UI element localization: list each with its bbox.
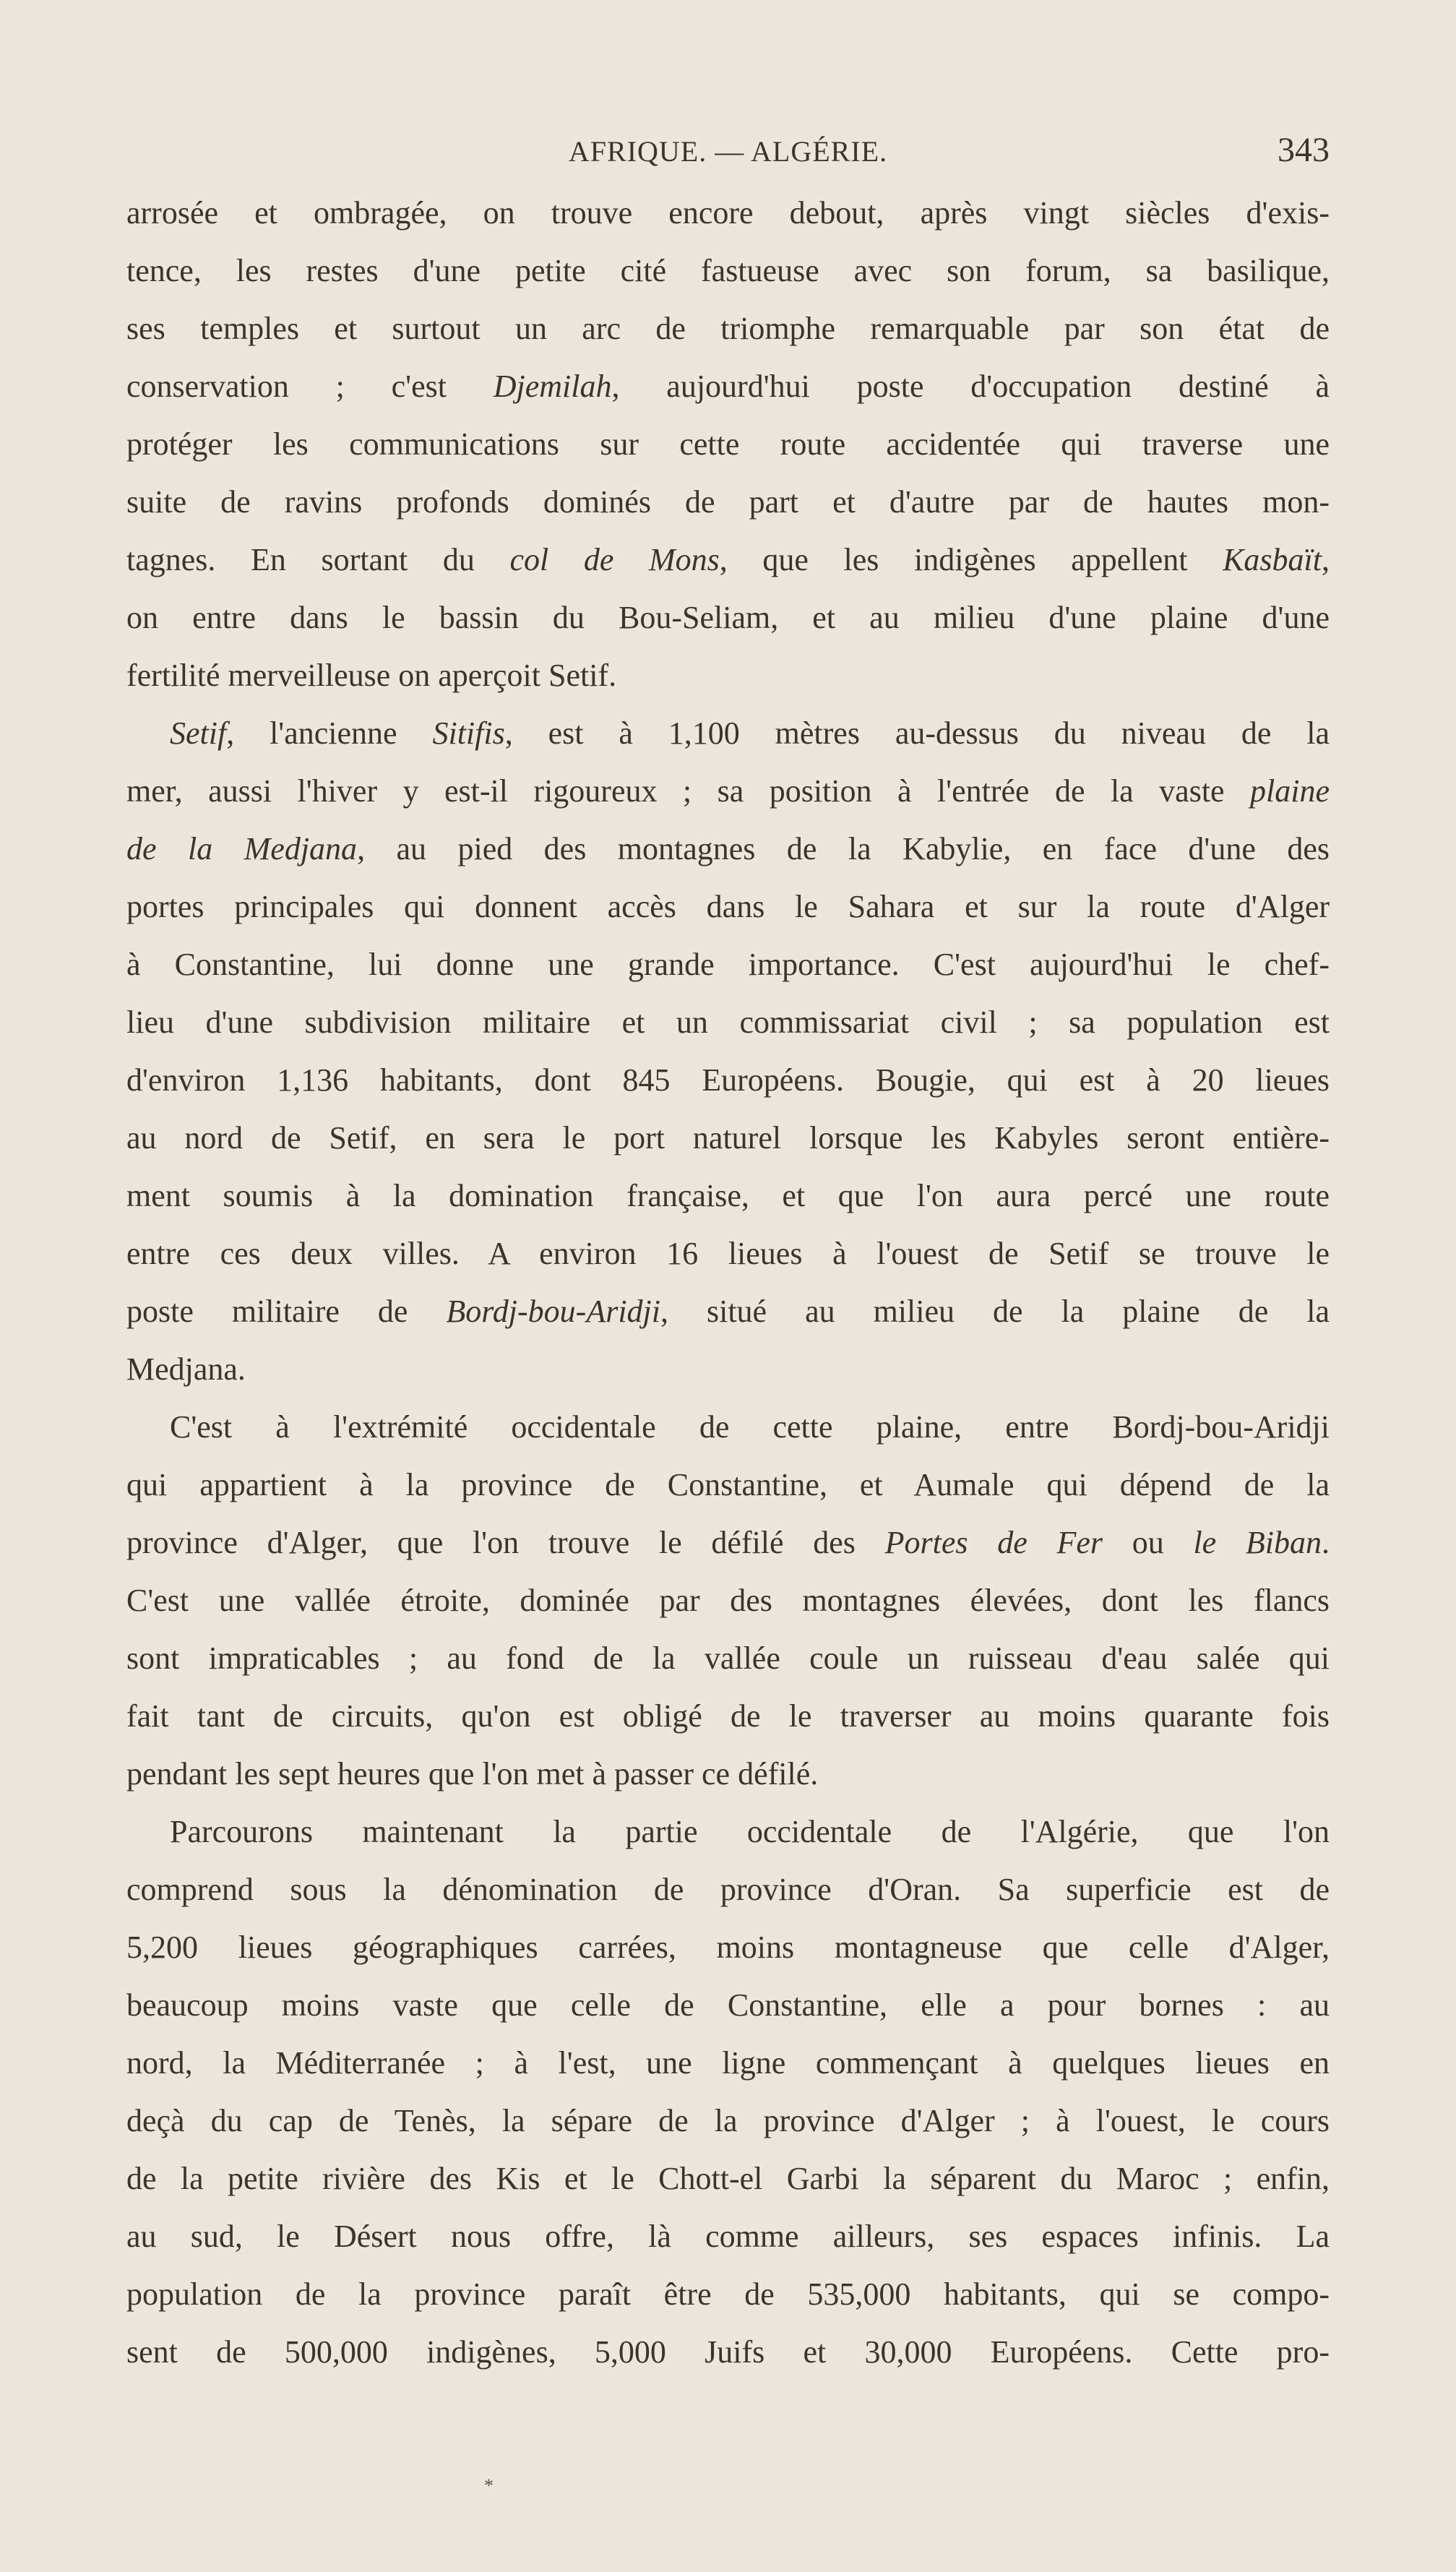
- text-line: [126, 936, 1330, 994]
- text-segment: à Constantine, lui donne une grande importance. C'est aujourd'hui le chef-: [126, 947, 1330, 982]
- text-segment: ,: [1322, 542, 1330, 577]
- text-segment: pendant les sept heures que l'on met à passer ce défilé.: [126, 1756, 819, 1792]
- text-segment: tence, les restes d'une petite cité fastueuse avec son forum, sa basilique,: [126, 253, 1330, 288]
- text-segment: Medjana.: [126, 1351, 246, 1387]
- text-segment: , au pied des montagnes de la Kabylie, en face d'une des: [357, 831, 1330, 866]
- text-line: [126, 1514, 1330, 1572]
- text-segment: tagnes. En sortant du: [126, 542, 510, 577]
- text-segment: province d'Alger, que l'on trouve le défilé des: [126, 1525, 885, 1560]
- text-segment: , est à 1,100 mètres au-dessus du niveau de la: [504, 715, 1330, 751]
- running-title: AFRIQUE. — ALGÉRIE.: [568, 135, 888, 168]
- italic-term: Portes de Fer: [884, 1525, 1103, 1560]
- text-segment: , l'ancienne: [226, 715, 433, 751]
- text-line: [126, 2034, 1330, 2092]
- italic-term: Sitifis: [432, 715, 505, 751]
- text-line: [126, 2266, 1330, 2323]
- text-line: [126, 1687, 1330, 1745]
- text-line: [126, 589, 1330, 647]
- text-line: [126, 184, 1330, 242]
- text-line: [126, 1051, 1330, 1109]
- text-line: [126, 300, 1330, 358]
- text-line: [126, 242, 1330, 300]
- text-line: [126, 2323, 1330, 2381]
- text-segment: , que les indigènes appellent: [719, 542, 1223, 577]
- text-segment: beaucoup moins vaste que celle de Constantine, elle a pour bornes : au: [126, 1987, 1330, 2023]
- text-segment: d'environ 1,136 habitants, dont 845 Européens. Bougie, qui est à 20 lieues: [126, 1062, 1330, 1098]
- text-segment: 5,200 lieues géographiques carrées, moins montagneuse que celle d'Alger,: [126, 1930, 1330, 1965]
- italic-term: Bordj-bou-Aridji: [446, 1294, 660, 1329]
- italic-term: le Biban: [1193, 1525, 1322, 1560]
- text-line: [126, 705, 1330, 762]
- italic-term: col de Mons: [509, 542, 720, 577]
- text-line: [126, 1572, 1330, 1630]
- text-line: [126, 531, 1330, 589]
- text-segment: lieu d'une subdivision militaire et un commissariat civil ; sa population est: [126, 1005, 1330, 1040]
- page-body-text: [126, 184, 1330, 2381]
- text-line: [126, 1283, 1330, 1341]
- text-segment: fait tant de circuits, qu'on est obligé de le traverser au moins quarante fois: [126, 1698, 1330, 1734]
- page-header: [126, 130, 1330, 173]
- text-segment: arrosée et ombragée, on trouve encore debout, après vingt siècles d'exis-: [126, 195, 1330, 231]
- text-segment: sent de 500,000 indigènes, 5,000 Juifs et 30,000 Européens. Cette pro-: [126, 2334, 1330, 2370]
- text-segment: .: [1322, 1525, 1330, 1560]
- text-segment: conservation ; c'est: [126, 369, 494, 404]
- text-line: [126, 1919, 1330, 1977]
- italic-term: Kasbaït: [1223, 542, 1322, 577]
- text-segment: C'est une vallée étroite, dominée par des montagnes élevées, dont les flancs: [126, 1583, 1330, 1618]
- text-line: [126, 1109, 1330, 1167]
- text-segment: portes principales qui donnent accès dans le Sahara et sur la route d'Alger: [126, 889, 1330, 924]
- text-line: [126, 1630, 1330, 1687]
- text-line: [126, 994, 1330, 1051]
- italic-term: Setif: [170, 715, 227, 751]
- text-segment: de la petite rivière des Kis et le Chott-el Garbi la séparent du Maroc ; enfin,: [126, 2161, 1330, 2196]
- text-line: [126, 647, 1330, 705]
- text-line: [126, 416, 1330, 473]
- text-segment: nord, la Méditerranée ; à l'est, une ligne commençant à quelques lieues en: [126, 2045, 1330, 2081]
- text-segment: au nord de Setif, en sera le port naturel lorsque les Kabyles seront entière-: [126, 1120, 1330, 1156]
- text-segment: ou: [1103, 1525, 1194, 1560]
- text-segment: Parcourons maintenant la partie occidentale de l'Algérie, que l'on: [170, 1814, 1330, 1849]
- text-segment: , aujourd'hui poste d'occupation destiné à: [611, 369, 1330, 404]
- italic-term: plaine: [1250, 773, 1330, 809]
- text-segment: protéger les communications sur cette route accidentée qui traverse une: [126, 426, 1330, 462]
- text-line: [126, 2208, 1330, 2266]
- text-line: [126, 473, 1330, 531]
- text-segment: ses temples et surtout un arc de triomphe remarquable par son état de: [126, 311, 1330, 346]
- text-segment: poste militaire de: [126, 1294, 447, 1329]
- text-segment: population de la province paraît être de 535,000 habitants, qui se compo-: [126, 2276, 1330, 2312]
- text-line: [126, 1803, 1330, 1861]
- text-line: [126, 820, 1330, 878]
- text-segment: fertilité merveilleuse on aperçoit Setif.: [126, 658, 617, 693]
- page-number: 343: [1278, 131, 1330, 169]
- text-line: [126, 358, 1330, 416]
- text-line: [126, 762, 1330, 820]
- text-line: [126, 1341, 1330, 1398]
- text-segment: C'est à l'extrémité occidentale de cette plaine, entre Bordj-bou-Aridji: [170, 1409, 1330, 1445]
- text-segment: sont impraticables ; au fond de la vallée coule un ruisseau d'eau salée qui: [126, 1640, 1330, 1676]
- text-segment: comprend sous la dénomination de province d'Oran. Sa superficie est de: [126, 1872, 1330, 1907]
- italic-term: Djemilah: [493, 369, 612, 404]
- text-line: [126, 2092, 1330, 2150]
- text-segment: on entre dans le bassin du Bou-Seliam, et au milieu d'une plaine d'une: [126, 600, 1330, 635]
- text-segment: entre ces deux villes. A environ 16 lieues à l'ouest de Setif se trouve le: [126, 1236, 1330, 1271]
- text-line: [126, 1456, 1330, 1514]
- text-segment: qui appartient à la province de Constantine, et Aumale qui dépend de la: [126, 1467, 1330, 1502]
- text-segment: mer, aussi l'hiver y est-il rigoureux ; sa position à l'entrée de la vaste: [126, 773, 1251, 809]
- text-line: [126, 1398, 1330, 1456]
- text-line: [126, 1861, 1330, 1919]
- text-segment: au sud, le Désert nous offre, là comme ailleurs, ses espaces infinis. La: [126, 2219, 1330, 2254]
- text-line: [126, 1977, 1330, 2034]
- italic-term: de la Medjana: [126, 831, 358, 866]
- text-line: [126, 2150, 1330, 2208]
- printer-mark: *: [484, 2475, 494, 2496]
- text-line: [126, 878, 1330, 936]
- text-segment: , situé au milieu de la plaine de la: [660, 1294, 1330, 1329]
- text-line: [126, 1745, 1330, 1803]
- text-segment: suite de ravins profonds dominés de part et d'autre par de hautes mon-: [126, 484, 1330, 520]
- text-segment: deçà du cap de Tenès, la sépare de la province d'Alger ; à l'ouest, le cours: [126, 2103, 1330, 2138]
- text-line: [126, 1167, 1330, 1225]
- text-line: [126, 1225, 1330, 1283]
- text-segment: ment soumis à la domination française, et que l'on aura percé une route: [126, 1178, 1330, 1213]
